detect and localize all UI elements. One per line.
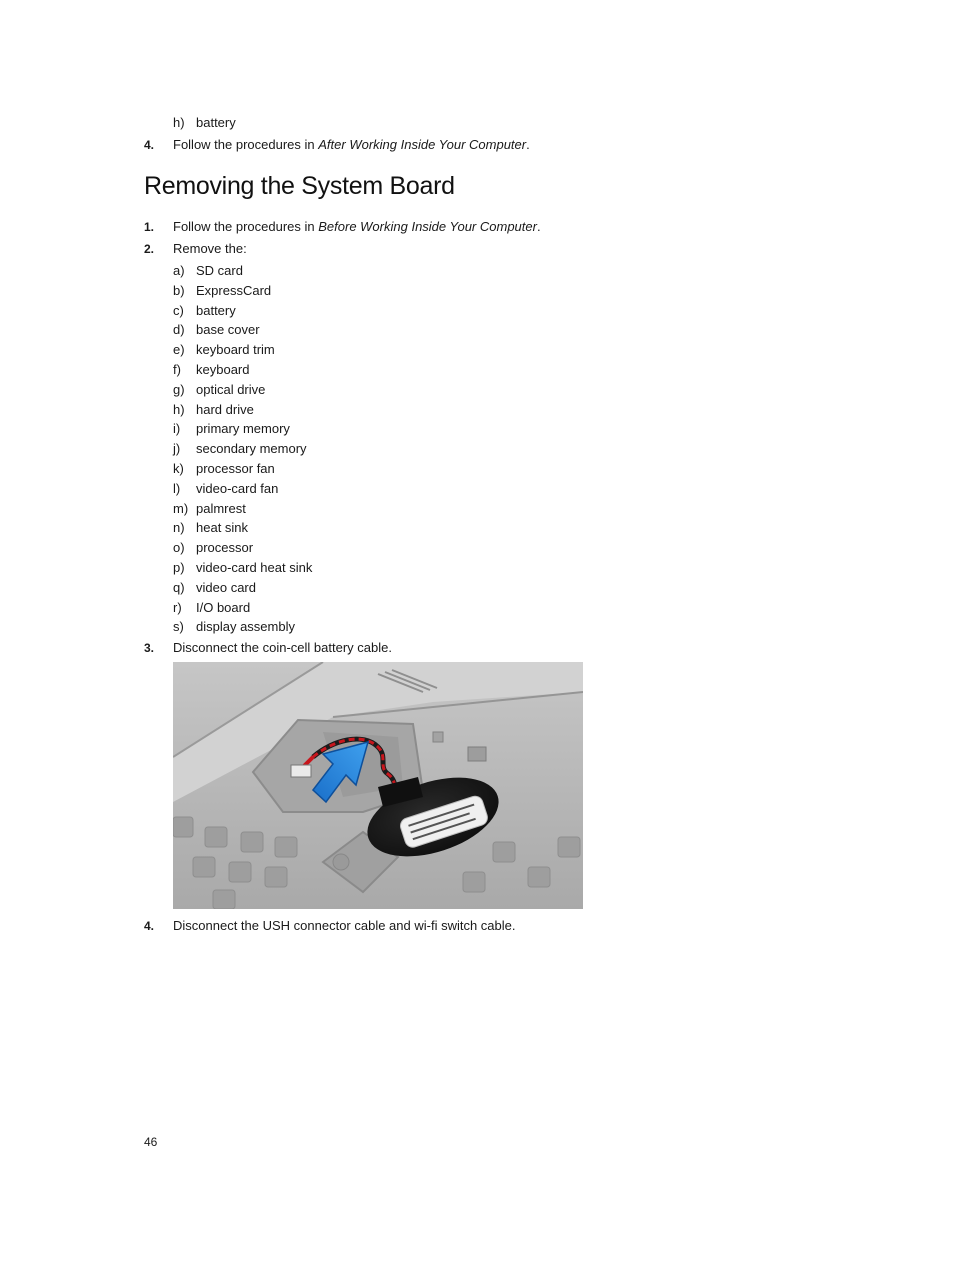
- remove-item-letter: g): [173, 382, 185, 397]
- step-reference: After Working Inside Your Computer: [318, 137, 527, 152]
- step-number: 2.: [144, 242, 155, 256]
- step-number: 1.: [144, 220, 155, 234]
- remove-item-text: video card: [196, 580, 256, 595]
- remove-item-letter: n): [173, 520, 185, 535]
- remove-item-text: palmrest: [196, 501, 246, 516]
- remove-item-text: processor fan: [196, 461, 275, 476]
- step-number: 3.: [144, 641, 155, 655]
- remove-item-letter: k): [173, 461, 184, 476]
- remove-item-text: display assembly: [196, 619, 295, 634]
- remove-item-text: base cover: [196, 322, 260, 337]
- remove-item-text: I/O board: [196, 600, 251, 615]
- step-text: [173, 219, 541, 235]
- remove-item-text: ExpressCard: [196, 283, 272, 298]
- step-text: Disconnect the USH connector cable and wi-fi switch cable.: [173, 918, 516, 933]
- remove-item-text: video-card heat sink: [196, 560, 313, 575]
- sub-item-text: battery: [196, 115, 236, 130]
- remove-item-letter: e): [173, 342, 185, 357]
- step-text-after: .: [536, 219, 541, 234]
- remove-item-text: heat sink: [196, 520, 249, 535]
- step-text-before: Follow the procedures in: [173, 137, 319, 152]
- remove-item-letter: a): [173, 263, 185, 278]
- remove-item-text: primary memory: [196, 421, 290, 436]
- remove-item-text: video-card fan: [196, 481, 279, 496]
- remove-item-letter: q): [173, 580, 185, 595]
- sub-item-letter: h): [173, 115, 185, 130]
- remove-item-letter: r): [173, 600, 182, 615]
- remove-item-letter: h): [173, 402, 185, 417]
- step-reference: Before Working Inside Your Computer: [318, 219, 537, 234]
- remove-item-letter: s): [173, 619, 184, 634]
- step-number: 4.: [144, 138, 155, 152]
- remove-item-letter: p): [173, 560, 185, 575]
- remove-item-letter: c): [173, 303, 184, 318]
- remove-item-text: processor: [196, 540, 254, 555]
- step-number: 4.: [144, 919, 155, 933]
- remove-item-letter: d): [173, 322, 185, 337]
- remove-item-text: keyboard: [196, 362, 250, 377]
- remove-item-letter: b): [173, 283, 185, 298]
- remove-item-text: optical drive: [196, 382, 266, 397]
- step-text: Remove the:: [173, 241, 247, 256]
- step-text: [173, 137, 530, 153]
- remove-item-letter: l): [173, 481, 181, 496]
- remove-item-text: keyboard trim: [196, 342, 275, 357]
- step-text: Disconnect the coin-cell battery cable.: [173, 640, 392, 655]
- remove-item-letter: j): [173, 441, 181, 456]
- remove-item-text: secondary memory: [196, 441, 307, 456]
- remove-item-letter: o): [173, 540, 185, 555]
- remove-item-text: hard drive: [196, 402, 254, 417]
- remove-item-text: battery: [196, 303, 236, 318]
- remove-item-letter: m): [173, 501, 189, 516]
- section-title: Removing the System Board: [144, 172, 455, 200]
- remove-item-text: SD card: [196, 263, 243, 278]
- remove-item-letter: i): [173, 421, 181, 436]
- remove-item-letter: f): [173, 362, 181, 377]
- step-text-after: .: [526, 137, 530, 152]
- coin-cell-battery-photo: [173, 662, 583, 909]
- step-text-before: Follow the procedures in: [173, 219, 319, 234]
- page-number: 46: [144, 1135, 158, 1149]
- coin-cell-battery-illustration: [173, 662, 583, 909]
